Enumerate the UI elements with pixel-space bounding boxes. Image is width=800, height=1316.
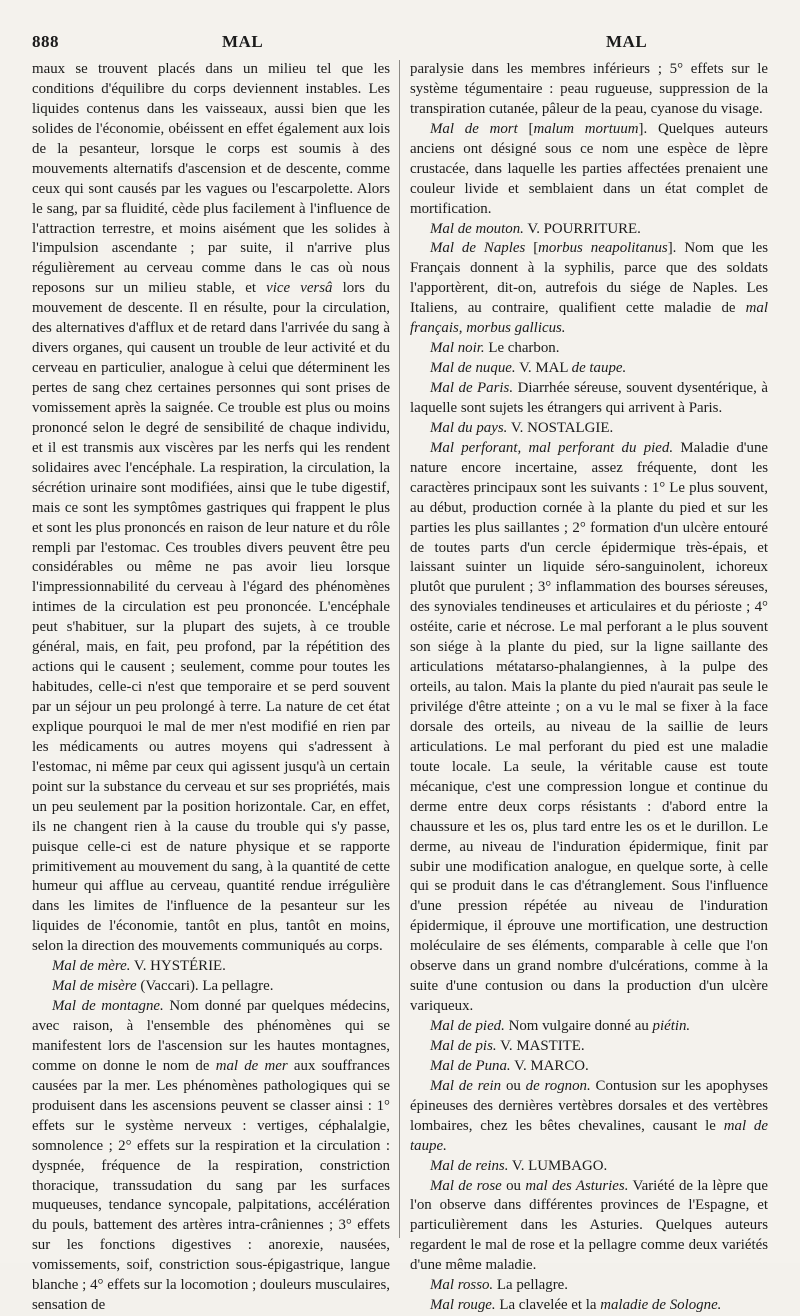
headword: Mal de rein — [430, 1077, 502, 1094]
cross-reference: V. MASTITE. — [500, 1037, 585, 1054]
entry-mal-de-mouton — [410, 220, 768, 240]
cross-reference: V. LUMBAGO. — [511, 1157, 608, 1174]
headword: Mal perforant, mal perforant du pied. — [430, 439, 674, 456]
cross-reference: V. MAL — [519, 360, 568, 377]
entry-mal-noir: Mal noir. Le charbon. — [430, 340, 560, 357]
headword: Mal de Puna. — [430, 1057, 511, 1074]
entry-mal-de-rose: Mal de rose ou mal des Asturies. Variété de la lèpre que l'on observe dans différentes provinces de l'Espagne, et particulièrement dans les Asturies. Quelques auteurs regardent le mal de rose et la pellagre comme deux variétés d'une même maladie. — [410, 1177, 768, 1274]
headword: Mal de reins. — [430, 1157, 509, 1174]
headword: Mal rouge. — [430, 1297, 496, 1314]
headword: Mal de montagne. — [52, 998, 164, 1015]
entry-mal-de-montagne-continued: paralysie dans les membres inférieurs ; 5° effets sur le système tégumentaire : peau rugueuse, suppression de la transpiration cutanée, pâleur de la peau, cyanose du visage. — [410, 61, 768, 117]
entry-mal-rosso: Mal rosso. La pellagre. — [430, 1277, 568, 1294]
headword: Mal rosso. — [430, 1277, 494, 1294]
headword: Mal de rose — [430, 1177, 502, 1194]
entry-mal-de-mer-continued: maux se trouvent placés dans un milieu tel que les conditions d'équilibre du corps deviennent instables. Les liquides contenus dans les vaisseaux, aussi bien que les solides de l'économie, obéissent en effet également aux lois de la pesanteur, lorsque le corps est soumis à des mouvements alternatifs d'ascension et de descente, comme ceux qui sont causés par les vagues ou l'escarpolette. Alors le sang, par sa fluidité, cède plus facilement à l'influence de l'attraction terrestre, et moins aisément que les solides à l'impulsion ascendante ; par suite, il n'arrive plus régulièrement au cerveau comme dans le cas où nous reposons sur un milieu stable, et vice versâ lors du mouvement de descente. Il en résulte, pour la circulation, des alternatives d'afflux et de retard dans l'arrivée du sang à divers organes, qui causent un trouble de leur activité et du cerveau en particulier, analogue à celui que déterminent les pertes de sang chez certaines personnes qui sont prises de vomissement après la saignée. Ce trouble est plus ou moins prononcé selon le degré de sensibilité de chaque individu, et il est transmis aux viscères par les nerfs qui les rendent solidaires avec l'encéphale. La respiration, la circulation, la sécrétion urinaire sont modifiées, ainsi que le tube digestif, mais ce sont les symptômes gastriques qui frappent le plus et sont les plus prononcés en raison de leur nature et du rôle rempli par l'estomac. Ces troubles divers peuvent être peu considérables ou même ne pas avoir lieu lorsque l'impressionnabilité du cerveau à l'égard des phénomènes intimes de la circulation est peu prononcée. L'encéphale peut s'habituer, sur la plupart des sujets, à ce trouble général, mais, en fait, peu profond, par la répétition des actions qui le causent ; seulement, comme pour toutes les habitudes, celle-ci n'est que temporaire et se perd souvent par un séjour un peu prolongé à terre. La nature de cet état explique pourquoi le mal de mer n'est modifié en rien par les médicaments ou autres moyens qui s'adressent à l'estomac, ni même par ceux qui agissent jusqu'à un certain point sur la substance du cerveau et sur ses propriétés, mais un peu seulement par la position horizontale. Car, en effet, ils ne changent rien à la cause du trouble qui s'y passe, puisque celle-ci est de nature physique et se rapporte primitivement au mouvement du sang, à la quantité de cette humeur qui afflue au cerveau, quantité rendue irrégulière dans les limites de l'influence de la pesanteur sur les liquides de l'économie, tantôt en plus, tantôt en moins, selon la direction des mouvements communiqués au corps. — [32, 61, 390, 955]
left-column — [32, 60, 390, 1316]
headword: Mal noir. — [430, 340, 485, 357]
entry-mal-du-pays — [410, 419, 768, 439]
right-column — [410, 60, 768, 1316]
page-number: 888 — [32, 32, 59, 51]
entry-mal-de-paris: Mal de Paris. Diarrhée séreuse, souvent dysentérique, à laquelle sont sujets les étrangers qui arrivent à Paris. — [410, 380, 768, 416]
headword: Mal de pis. — [430, 1037, 497, 1054]
entry-mal-de-mere — [32, 957, 390, 977]
entry-mal-de-rein: Mal de rein ou de rognon. Contusion sur les apophyses épineuses des dernières vertèbres dorsales et des vertèbres lombaires, chez les bêtes chevalines, causant le mal de taupe. — [410, 1077, 768, 1154]
headword: Mal de Paris. — [430, 380, 514, 396]
headword: Mal de misère — [52, 978, 137, 995]
headword: Mal de nuque. — [430, 360, 516, 377]
headword: Mal de mort — [430, 120, 518, 137]
cross-reference: V. NOSTALGIE. — [510, 419, 614, 436]
guide-word-right: MAL — [606, 32, 648, 51]
cross-reference: V. POURRITURE. — [527, 220, 641, 237]
entry-mal-perforant: Mal perforant, mal perforant du pied. Maladie d'une nature encore incertaine, assez fréquente, dont les caractères principaux sont les suivants : 1° Le plus souvent, au début, production cornée à la plante du pied et sur les parties les plus saillantes ; 2° formation d'un ulcère entouré de toutes parts d'un cercle épidermique très-épais, et laissant suinter un liquide séro-sanguinolent, ichoreux plutôt que purulent ; 3° inflammation des bourses séreuses, des synoviales tendineuses et articulaires et du périoste ; 4° ostéite, carie et nécrose. Le mal perforant a le plus souvent son siége à la plante du pied, sur la ligne saillante des articulations métatarso-phalangiennes, à la pulpe des orteils, au talon. Mais la plante du pied n'aurait pas seule le privilége d'être atteinte ; on a vu le mal se fixer à la face dorsale des orteils, au niveau de la saillie de leurs articulations. Le mal perforant du pied est une maladie toute locale. La seule, la véritable cause est toute mécanique, c'est une compression longue et continue du derme entre deux corps résistants : d'abord entre la chaussure et les os, plus tard entre les os et le durillon. Le derme, au niveau de l'induration épidermique, finit par subir une modification analogue, en quelque sorte, à celle qui se produit dans le cas d'étranglement. Sous l'influence d'une pression répétée au niveau de l'induration épidermique, il éprouve une mortification, une destruction moléculaire de ses éléments, comparable à celle que l'on observe dans un grand nombre d'ulcérations, comme à la suite d'une contusion ou dans la production d'un ulcère variqueux. — [410, 439, 768, 1015]
cross-reference: V. HYSTÉRIE. — [133, 958, 226, 975]
entry-mal-de-nuque: Mal de nuque. V. MAL de taupe. — [430, 360, 627, 377]
running-header — [32, 32, 770, 56]
entry-mal-rouge: Mal rouge. La clavelée et la maladie de Sologne. — [430, 1297, 722, 1314]
entry-mal-de-reins — [410, 1157, 768, 1177]
headword: Mal de mouton. — [430, 220, 524, 237]
column-divider — [399, 60, 400, 1238]
headword: Mal de mère. — [52, 958, 131, 975]
entry-mal-de-montagne: Mal de montagne. Nom donné par quelques médecins, avec raison, à l'ensemble des phénomènes qui se manifestent lors de l'ascension sur les hautes montagnes, comme on donne le nom de mal de mer aux souffrances causées par la mer. Les phénomènes pathologiques qui se produisent dans les ascensions peuvent se classer ainsi : 1° effets sur le système nerveux : vertiges, céphalalgie, somnolence ; 2° effets sur la respiration et la circulation : dyspnée, fréquence de la respiration, constriction thoracique, transsudation du sang par les surfaces muqueuses, tendance syncopale, palpitations, accélération du pouls, battement des artères intra-crâniennes ; 3° effets sur les fonctions digestives : anorexie, nausées, vomissements, soif, constriction sous-épigastrique, langue blanche ; 4° effets sur la locomotion ; douleurs musculaires, sensation de — [32, 998, 391, 1314]
entry-mal-de-pied: Mal de pied. Nom vulgaire donné au piétin. — [430, 1018, 691, 1034]
guide-word-left: MAL — [222, 32, 264, 51]
headword: Mal de Naples — [430, 240, 526, 257]
entry-mal-de-misere: Mal de misère (Vaccari). La pellagre. — [52, 978, 274, 995]
entry-mal-de-puna — [410, 1057, 768, 1077]
entry-mal-de-pis — [410, 1037, 768, 1057]
headword: Mal de pied. — [430, 1018, 505, 1034]
entry-mal-de-mort: Mal de mort [malum mortuum]. Quelques auteurs anciens ont désigné sous ce nom une espèce de lèpre crustacée, dans laquelle les parties affectées prenaient une couleur livide et semblaient dans un état complet de mortification. — [410, 120, 768, 217]
headword: Mal du pays. — [430, 419, 508, 436]
cross-reference: V. MARCO. — [514, 1057, 589, 1074]
entry-mal-de-naples: Mal de Naples [morbus neapolitanus]. Nom que les Français donnent à la syphilis, parce que des soldats l'apportèrent, dit-on, autrefois du siége de Naples. Les Italiens, au contraire, qualifient cette maladie de mal français, morbus gallicus. — [410, 240, 768, 337]
